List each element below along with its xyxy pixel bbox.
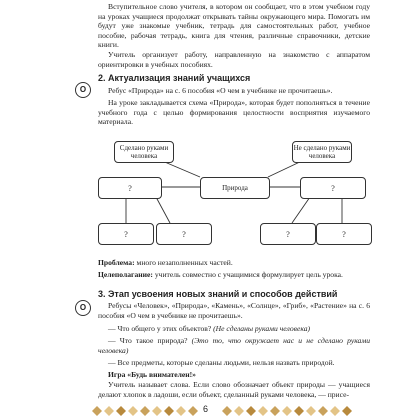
game-title: Игра «Будь внимателен!» <box>108 370 196 379</box>
answer-2: (Это то, что окружает нас и не сделано руками человека) <box>98 336 370 355</box>
question-1: — Что общего у этих объектов? <box>108 324 214 333</box>
footer-ornament <box>0 401 420 420</box>
box-bottom-1: ? <box>98 223 154 245</box>
page-number: 6 <box>203 404 209 414</box>
problem-text: много незаполненных частей. <box>134 258 233 267</box>
section-3-rebus: Ребусы «Человек», «Природа», «Камень», «Солнце», «Гриб», «Растение» на с. 6 пособия «О чем в учебнике не прочитаешь». <box>98 301 370 320</box>
section-2-badge: О <box>75 82 91 98</box>
problem-label: Проблема: <box>98 258 135 267</box>
goal-text: учитель совместно с учащимися формулирует цель урока. <box>152 270 343 279</box>
question-2: — Что такое природа? <box>108 336 192 345</box>
section-3-badge: О <box>75 300 91 316</box>
section-2-task: Ребус «Природа» на с. 6 пособия «О чем в учебнике не прочитаешь». <box>108 86 333 95</box>
dialog-line-2 <box>98 336 370 355</box>
intro-paragraph-2: Учитель организует работу, направленную на знакомство с аппаратом ориентировки в учебных пособиях. <box>98 50 370 69</box>
goal-label: Целеполагание: <box>98 270 153 279</box>
box-made-by-human: Сделано руками человека <box>114 141 174 163</box>
dialog-line-3: — Все предметы, которые сделаны людьми, нельзя назвать природой. <box>108 358 335 367</box>
box-right-unknown: ? <box>300 177 366 199</box>
answer-1: (Не сделаны руками человека) <box>213 324 311 333</box>
section-3-title: 3. Этап усвоения новых знаний и способов действий <box>98 289 338 299</box>
section-2-paragraph: На уроке закладывается схема «Природа», которая будет пополняться в течение учебного года с целью формирования целостности восприятия изучаемого материала. <box>98 98 370 127</box>
box-bottom-2: ? <box>156 223 212 245</box>
goal-line <box>98 270 370 280</box>
box-bottom-3: ? <box>260 223 316 245</box>
dialog-line-1 <box>98 324 370 334</box>
box-bottom-4: ? <box>316 223 372 245</box>
box-left-unknown: ? <box>98 177 162 199</box>
game-text: Учитель называет слова. Если слово обозначает объект природы — учащиеся делают хлопок в ладоши, если объект, сделанный руками человека, — присе- <box>98 380 370 399</box>
problem-line <box>98 258 370 268</box>
box-nature: Природа <box>200 177 270 199</box>
section-2-title: 2. Актуализация знаний учащихся <box>98 73 251 83</box>
box-not-made-by-human: Не сделано руками человека <box>292 141 352 163</box>
intro-paragraph-1: Вступительное слово учителя, в котором он сообщает, что в этом учебном году на уроках учащиеся продолжат открывать тайны окружающего мира. Помогать им будут уже знакомые учебник, тетрадь для самостоятельных работ, учебное пособие, рабочая тетрадь, книга для чтения, различные справочники, детские книги. <box>98 2 370 50</box>
